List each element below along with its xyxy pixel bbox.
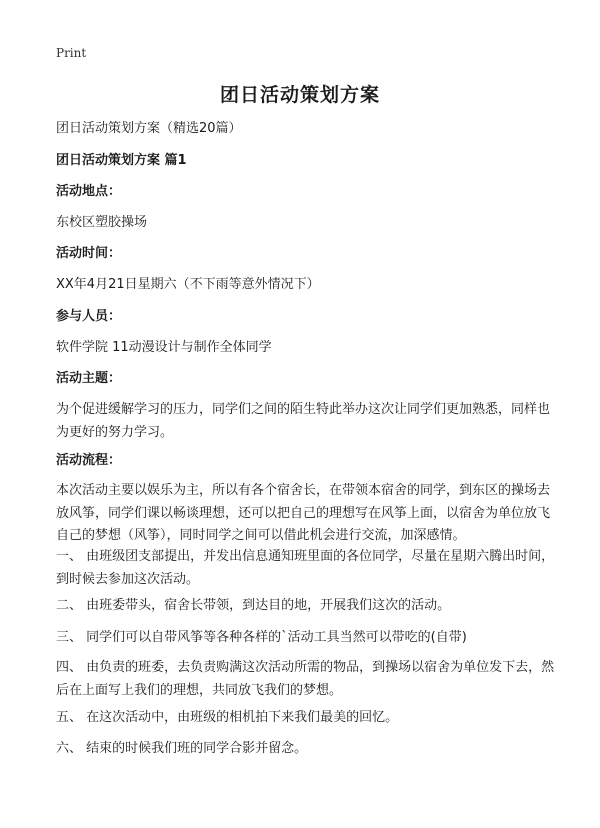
participants-label: 参与人员： xyxy=(56,309,122,324)
location-value: 东校区塑胶操场 xyxy=(56,215,148,230)
process-label: 活动流程： xyxy=(56,453,122,468)
theme-label: 活动主题： xyxy=(56,371,122,386)
step-item: 三、 同学们可以自带风筝等各种各样的`活动工具当然可以带吃的(自带) xyxy=(56,630,467,645)
participants-value: 软件学院 11动漫设计与制作全体同学 xyxy=(56,340,272,355)
step-item: 二、 由班委带头，宿舍长带领，到达目的地，开展我们这次的活动。 xyxy=(56,598,451,613)
section-title: 团日活动策划方案 篇1 xyxy=(56,153,187,168)
page-title: 团日活动策划方案 xyxy=(219,84,380,106)
subtitle: 团日活动策划方案（精选20篇） xyxy=(56,121,242,136)
step-item: 五、 在这次活动中，由班级的相机拍下来我们最美的回忆。 xyxy=(56,710,399,725)
process-intro: 本次活动主要以娱乐为主，所以有各个宿舍长，在带领本宿舍的同学，到东区的操场去放风筝，同学们课以畅谈理想，还可以把自己的理想写在风筝上面，以宿舍为单位放飞自己的梦想（风筝），同时同学之间可以借此机会进行交流，加深感情。 xyxy=(56,483,551,543)
time-value: XX年4月21日星期六（不下雨等意外情况下） xyxy=(56,277,320,292)
step-item: 四、 由负责的班委，去负责购满这次活动所需的物品，到操场以宿舍为单位发下去，然后在上面写上我们的理想，共同放飞我们的梦想。 xyxy=(56,660,555,698)
time-label: 活动时间： xyxy=(56,246,122,261)
theme-value: 为个促进缓解学习的压力，同学们之间的陌生特此举办这次让同学们更加熟悉，同样也为更好的努力学习。 xyxy=(56,402,551,440)
location-label: 活动地点： xyxy=(56,184,122,199)
print-label: Print xyxy=(56,46,87,60)
step-item: 一、 由班级团支部提出，并发出信息通知班里面的各位同学，尽量在星期六腾出时间，到时候去参加这次活动。 xyxy=(56,549,555,587)
step-item: 六、 结束的时候我们班的同学合影并留念。 xyxy=(56,741,308,756)
